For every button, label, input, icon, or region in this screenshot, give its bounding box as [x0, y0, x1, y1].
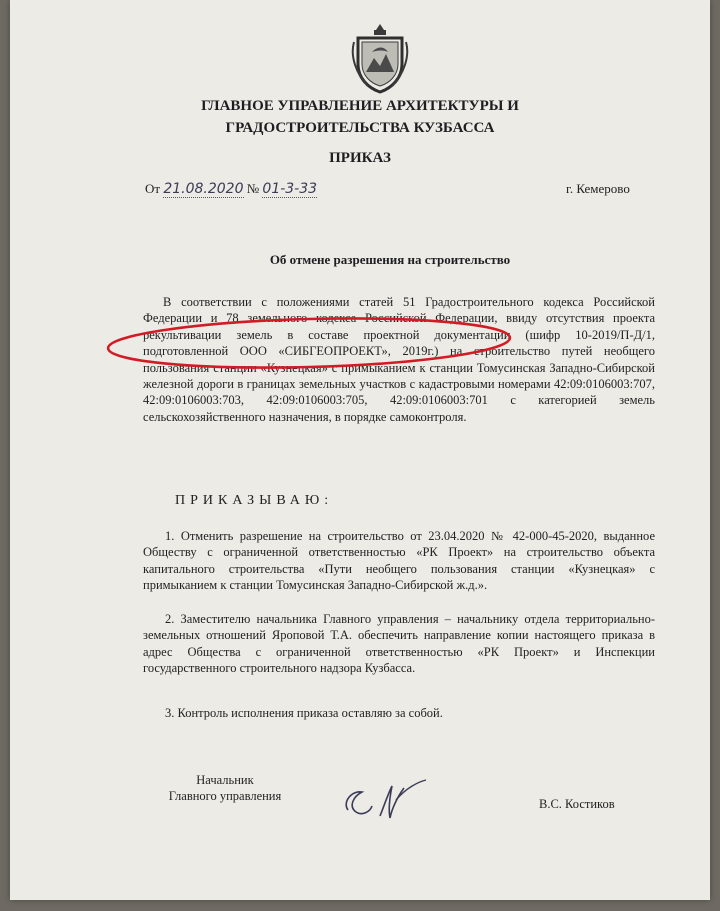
red-circle-annotation [104, 314, 514, 372]
decree-word: ПРИКАЗЫВАЮ: [175, 493, 334, 508]
coat-of-arms-emblem [350, 22, 410, 94]
preamble-paragraph: В соответствии с положениями статей 51 Градостроительного кодекса Российской Федерации и 78 земельного кодекса Российской Федерации, ввиду отсутствия проекта рекультивации земель в составе проектной документации (шифр 10-2019/П-Д/1, подготовленной ООО «СИБГЕОПРОЕКТ», 2019г.) на строительство путей необщего пользования станции «Кузнецкая» с примыканием к станции Томусинская Западно-Сибирской железной дороги в границах земельных участков с кадастровыми номерами 42:09:0106003:707, 42:09:0106003:703, 42:09:0106003:705, 42:09:0106003:701 с категорией земель сельскохозяйственного назначения, в порядке самоконтроля. [143, 295, 655, 424]
handwritten-date: 21.08.2020 [163, 181, 244, 197]
signatory-position-line-2: Главного управления [168, 789, 282, 803]
document-title: Об отмене разрешения на строительство [269, 252, 511, 267]
order-item-2: 2. Заместителю начальника Главного управления – начальнику отдела территориально-земельных отношений Яроповой Т.А. обеспечить направление копии настоящего приказа в адрес Общества с ограниченной ответственностью «РК Проект» и Инспекции государственного строительного надзора Кузбасса. [143, 612, 655, 676]
order-item-1: 1. Отменить разрешение на строительство от 23.04.2020 № 42-000-45-2020, выданное Обществу с ограниченной ответственностью «РК Проект» на строительство объекта капитального строительства «Пути необщего пользования станции «Кузнецкая» с примыканием к станции Томусинская Западно-Сибирской ж.д.». [143, 529, 655, 593]
signatory-position [140, 772, 310, 804]
organization-name-line-1: ГЛАВНОЕ УПРАВЛЕНИЕ АРХИТЕКТУРЫ И [201, 98, 519, 114]
number-prefix: № [246, 181, 260, 196]
date-prefix: От [145, 181, 161, 196]
organization-name-line-2: ГРАДОСТРОИТЕЛЬСТВА КУЗБАССА [225, 120, 495, 136]
handwritten-signature [330, 770, 440, 830]
city: г. Кемерово [566, 181, 630, 196]
document-type: ПРИКАЗ [329, 150, 391, 166]
order-item-3: 3. Контроль исполнения приказа оставляю за собой. [165, 706, 443, 720]
signatory-position-line-1: Начальник [196, 773, 254, 787]
handwritten-number: 01-3-33 [262, 181, 318, 197]
signatory-name: В.С. Костиков [539, 797, 615, 811]
date-number-line [145, 181, 317, 198]
